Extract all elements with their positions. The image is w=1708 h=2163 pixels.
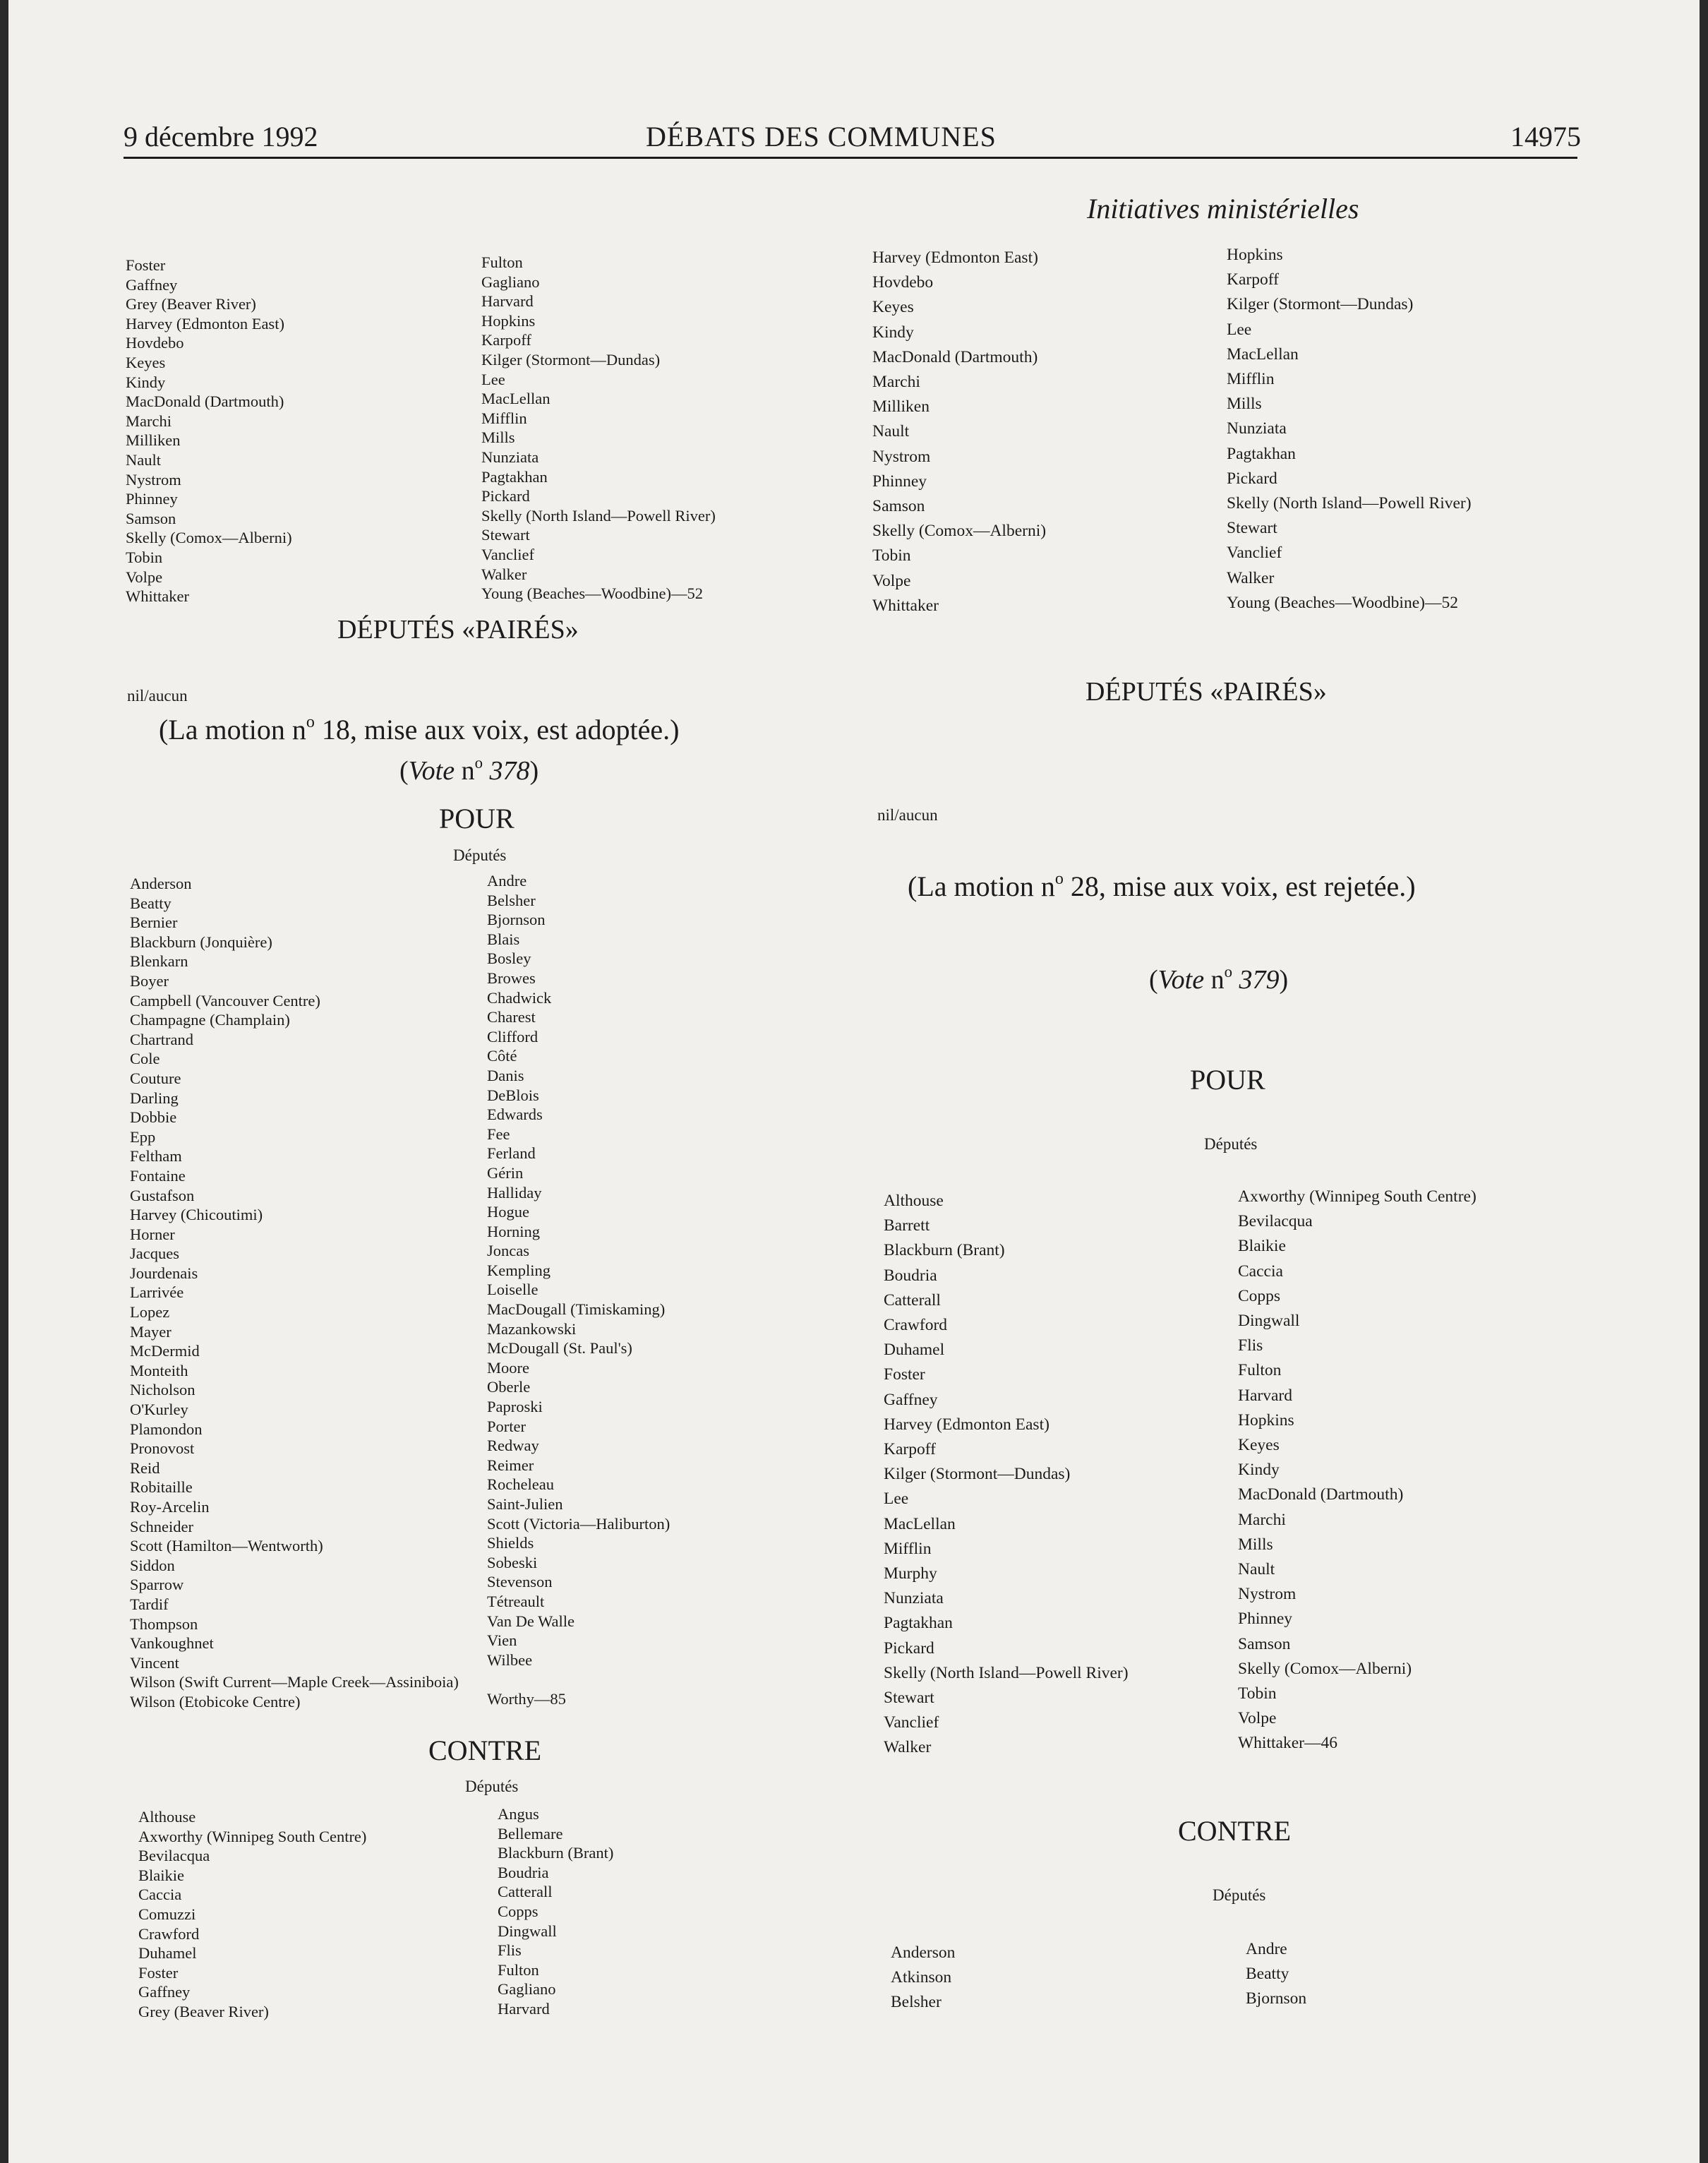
member-name: Epp <box>130 1127 156 1146</box>
right-pour-subheading: Députés <box>1204 1135 1258 1153</box>
member-name: Axworthy (Winnipeg South Centre) <box>138 1827 367 1845</box>
member-name: DeBlois <box>487 1086 539 1104</box>
member-name: Bjornson <box>1246 1989 1307 2008</box>
member-name: Stevenson <box>487 1573 553 1591</box>
left-pour-col1 <box>130 874 459 1712</box>
right-motion-sup: o <box>1054 870 1064 889</box>
member-name: Belsher <box>487 891 536 909</box>
left-top-names-col1 <box>126 256 292 606</box>
member-name: Catterall <box>884 1290 941 1310</box>
member-name: Blaikie <box>1238 1237 1286 1256</box>
member-name: Siddon <box>130 1556 175 1574</box>
member-name: Walker <box>1227 568 1275 587</box>
header-rule <box>124 157 1577 159</box>
left-vote-close: ) <box>529 756 539 786</box>
member-name: Vanclief <box>481 545 534 563</box>
member-name: Copps <box>1238 1286 1281 1305</box>
member-name: Kindy <box>872 323 914 342</box>
member-name: Hogue <box>487 1203 529 1221</box>
right-contre-col2 <box>1246 1937 1306 2012</box>
header-title: DÉBATS DES COMMUNES <box>646 121 997 152</box>
left-motion-suffix: 18, mise aux voix, est adoptée.) <box>314 714 680 745</box>
member-name: Kilger (Stormont—Dundas) <box>481 350 661 369</box>
member-name: Duhamel <box>138 1944 197 1963</box>
member-name: Van De Walle <box>487 1612 575 1630</box>
member-name: Halliday <box>487 1183 542 1202</box>
member-name: Althouse <box>884 1192 944 1210</box>
right-vote-close: ) <box>1279 965 1289 995</box>
scan-edge-left <box>0 0 8 2163</box>
member-name: Nunziata <box>1227 419 1287 438</box>
member-name: Joncas <box>487 1242 529 1260</box>
member-name: Loiselle <box>487 1281 539 1299</box>
member-name: Vankoughnet <box>130 1634 214 1653</box>
member-name: Fulton <box>1238 1361 1282 1380</box>
left-vote-open: ( <box>399 756 409 786</box>
member-name: MacLellan <box>481 390 551 408</box>
member-name: MacDonald (Dartmouth) <box>126 393 284 411</box>
member-name: Paproski <box>487 1398 543 1416</box>
member-name: Edwards <box>487 1106 543 1124</box>
member-name: Darling <box>130 1089 179 1107</box>
member-name: Keyes <box>872 298 914 317</box>
member-name: Tétreault <box>487 1592 545 1610</box>
member-name: Andre <box>487 872 527 889</box>
right-pour-heading: POUR <box>1190 1064 1265 1096</box>
member-name: Horner <box>130 1225 175 1243</box>
left-motion-result <box>159 713 679 746</box>
right-vote-mid: n <box>1204 965 1225 995</box>
left-motion-sup: o <box>306 713 315 732</box>
member-name: Pagtakhan <box>481 467 548 486</box>
member-name: Blenkarn <box>130 952 188 971</box>
member-name: Gagliano <box>498 1980 556 1999</box>
member-name: Samson <box>1238 1634 1291 1653</box>
right-top-names-col1 <box>872 246 1046 618</box>
member-name: Nunziata <box>481 448 539 466</box>
member-name: Blaikie <box>138 1866 184 1884</box>
member-name: Harvard <box>1238 1386 1292 1405</box>
member-name: MacDougall (Timiskaming) <box>487 1300 666 1319</box>
right-vote-number <box>1149 964 1288 995</box>
member-name: Plamondon <box>130 1420 203 1438</box>
member-name: Gérin <box>487 1163 524 1182</box>
member-name: Barrett <box>884 1216 930 1235</box>
member-name: Mifflin <box>1227 370 1275 389</box>
member-name: Shields <box>487 1534 534 1552</box>
member-name: Lee <box>1227 320 1252 339</box>
member-name: Clifford <box>487 1027 539 1045</box>
left-paired-heading: DÉPUTÉS «PAIRÉS» <box>337 615 579 645</box>
member-name: Mills <box>1238 1535 1273 1554</box>
member-name: Atkinson <box>891 1968 952 1987</box>
right-vote-label: Vote <box>1157 965 1205 995</box>
member-name: Bosley <box>487 949 531 968</box>
right-top-names-col2 <box>1227 243 1472 616</box>
member-name: Gaffney <box>138 1983 191 2001</box>
right-pour-col2 <box>1238 1185 1477 1756</box>
member-name: Belsher <box>891 1993 942 2012</box>
member-name: Crawford <box>138 1924 200 1943</box>
member-name: Volpe <box>126 568 163 586</box>
member-name: Tobin <box>872 546 911 565</box>
member-name: Axworthy (Winnipeg South Centre) <box>1238 1187 1477 1206</box>
member-name: Whittaker <box>126 587 189 606</box>
left-motion-prefix: (La motion n <box>159 714 306 745</box>
member-name: Pagtakhan <box>1227 444 1296 463</box>
member-name: Young (Beaches—Woodbine)—52 <box>1227 593 1458 612</box>
member-name: Caccia <box>138 1886 182 1904</box>
member-name: Reimer <box>487 1456 534 1474</box>
member-name: Boyer <box>130 971 169 990</box>
member-name: Sobeski <box>487 1553 538 1571</box>
member-name: Fontaine <box>130 1166 186 1185</box>
member-name: Nunziata <box>884 1589 944 1608</box>
member-name: Harvey (Edmonton East) <box>126 314 284 332</box>
right-contre-heading: CONTRE <box>1178 1815 1291 1847</box>
member-name: Foster <box>126 256 166 274</box>
member-name: Hopkins <box>1238 1410 1294 1430</box>
member-name: Gagliano <box>481 272 540 291</box>
member-name: Bjornson <box>487 911 546 929</box>
member-name: MacLellan <box>1227 344 1299 364</box>
member-name: Mayer <box>130 1322 172 1341</box>
member-name: Oberle <box>487 1378 531 1396</box>
member-name: Skelly (Comox—Alberni) <box>126 529 292 547</box>
member-name: Porter <box>487 1417 526 1435</box>
right-motion-suffix: 28, mise aux voix, est rejetée.) <box>1063 870 1416 902</box>
left-pour-heading: POUR <box>439 803 515 834</box>
member-name: Gaffney <box>126 275 178 294</box>
member-name: Browes <box>487 969 536 987</box>
member-name: Tobin <box>126 548 163 566</box>
member-name: Mifflin <box>481 409 527 427</box>
member-name: Mills <box>1227 395 1262 414</box>
member-name: Harvey (Chicoutimi) <box>130 1206 263 1224</box>
member-name: Grey (Beaver River) <box>138 2002 269 2020</box>
member-name: Blackburn (Jonquière) <box>130 933 272 951</box>
member-name: Nault <box>1238 1560 1275 1579</box>
member-name: Comuzzi <box>138 1905 196 1923</box>
member-name: Chadwick <box>487 988 552 1007</box>
member-name: Harvard <box>481 292 534 311</box>
member-name: Karpoff <box>481 331 531 349</box>
member-name: Pickard <box>1227 469 1277 488</box>
member-name: MacLellan <box>884 1514 956 1533</box>
member-name: McDougall (St. Paul's) <box>487 1339 632 1358</box>
member-name: Lee <box>884 1490 909 1509</box>
left-contre-col2 <box>498 1804 613 2019</box>
member-name: Sparrow <box>130 1576 184 1594</box>
left-contre-col1 <box>138 1807 366 2022</box>
member-name: Chartrand <box>130 1030 193 1048</box>
member-name: Roy-Arcelin <box>130 1498 210 1516</box>
member-name: Schneider <box>130 1517 193 1535</box>
member-name: Lee <box>481 370 505 388</box>
member-name: Wilson (Etobicoke Centre) <box>130 1692 301 1710</box>
member-name: Boudria <box>498 1863 549 1881</box>
member-name: Rocheleau <box>487 1475 554 1494</box>
left-vote-mid: n <box>455 756 475 786</box>
member-name: Beatty <box>130 894 172 912</box>
member-name: Nystrom <box>126 470 181 489</box>
header-page-number: 14975 <box>1510 121 1581 152</box>
member-name: Charest <box>487 1008 536 1026</box>
member-name: Marchi <box>126 412 172 430</box>
member-name: Kilger (Stormont—Dundas) <box>1227 295 1414 314</box>
member-name: Grey (Beaver River) <box>126 295 256 313</box>
member-name: Samson <box>126 509 176 527</box>
member-name: Flis <box>1238 1336 1263 1355</box>
left-nil: nil/aucun <box>127 687 188 705</box>
member-name: Karpoff <box>1227 270 1279 289</box>
member-name: Althouse <box>138 1808 196 1826</box>
member-name: Marchi <box>1238 1510 1286 1529</box>
member-name: Keyes <box>126 353 166 371</box>
member-name: Jourdenais <box>130 1264 198 1282</box>
member-name: Wilson (Swift Current—Maple Creek—Assiniboia) <box>130 1673 459 1691</box>
member-name: Samson <box>872 497 925 516</box>
member-name: Vanclief <box>1227 544 1282 563</box>
member-name: Skelly (North Island—Powell River) <box>884 1663 1129 1682</box>
member-name: Angus <box>498 1805 539 1823</box>
member-name: Gustafson <box>130 1186 195 1204</box>
member-name: Feltham <box>130 1147 182 1166</box>
right-contre-col1 <box>891 1941 955 2015</box>
member-name: Bevilacqua <box>138 1847 210 1865</box>
member-name: Tobin <box>1238 1684 1277 1703</box>
member-name: Campbell (Vancouver Centre) <box>130 991 320 1009</box>
member-name: Phinney <box>1238 1610 1293 1629</box>
member-name: Nystrom <box>1238 1585 1297 1604</box>
member-name: Milliken <box>126 431 181 450</box>
member-name: Skelly (North Island—Powell River) <box>1227 494 1472 513</box>
member-name: Saint-Julien <box>487 1495 563 1513</box>
member-name: Nicholson <box>130 1381 196 1399</box>
member-name: Bernier <box>130 913 178 932</box>
member-name: Anderson <box>130 875 192 892</box>
member-name: Hovdebo <box>872 273 934 292</box>
member-name: Pickard <box>884 1638 934 1658</box>
member-name: Boudria <box>884 1266 937 1285</box>
member-name: Dingwall <box>1238 1312 1300 1331</box>
member-name: Thompson <box>130 1614 198 1633</box>
member-name: MacDonald (Dartmouth) <box>1238 1485 1404 1504</box>
member-name: Phinney <box>872 472 927 491</box>
right-motion-prefix: (La motion n <box>908 870 1055 902</box>
member-name: Larrivée <box>130 1283 184 1302</box>
member-name: Fee <box>487 1125 510 1143</box>
member-name: Harvey (Edmonton East) <box>884 1415 1050 1434</box>
member-name: Whittaker <box>872 596 939 615</box>
member-name: Caccia <box>1238 1262 1283 1281</box>
member-name: Dobbie <box>130 1108 177 1127</box>
member-name: Mills <box>481 429 515 447</box>
member-name: Robitaille <box>130 1478 193 1497</box>
member-name: Bellemare <box>498 1824 563 1843</box>
member-name: Beatty <box>1246 1965 1289 1984</box>
member-name: Scott (Hamilton—Wentworth) <box>130 1537 323 1555</box>
member-name: Horning <box>487 1222 540 1240</box>
member-name: Scott (Victoria—Haliburton) <box>487 1514 670 1533</box>
member-name: Cole <box>130 1050 160 1068</box>
member-name: Blais <box>487 930 520 948</box>
member-name: Stewart <box>884 1689 934 1708</box>
member-name: Mifflin <box>884 1539 932 1558</box>
member-name: Wilbee <box>487 1650 533 1669</box>
left-vote-label: Vote <box>408 756 455 786</box>
member-name: Ferland <box>487 1144 536 1163</box>
member-name: Nault <box>126 450 161 469</box>
member-name <box>487 1670 670 1689</box>
member-name: Pickard <box>481 487 530 505</box>
member-name: Kindy <box>1238 1461 1280 1480</box>
right-vote-num: 379 <box>1232 965 1280 995</box>
left-vote-number <box>399 755 539 786</box>
scan-edge-right <box>1700 0 1708 2163</box>
member-name: Foster <box>884 1365 925 1384</box>
member-name: Gaffney <box>884 1390 938 1409</box>
member-name: O'Kurley <box>130 1401 188 1419</box>
member-name: Stewart <box>1227 519 1277 538</box>
left-top-names-col2 <box>481 253 716 604</box>
member-name: Nault <box>872 422 910 441</box>
member-name: Kindy <box>126 373 166 391</box>
member-name: Pagtakhan <box>884 1614 953 1633</box>
member-name: Volpe <box>1238 1709 1277 1728</box>
member-name: Duhamel <box>884 1341 945 1360</box>
member-name: Karpoff <box>884 1440 936 1459</box>
member-name: Mazankowski <box>487 1319 577 1338</box>
member-name: Kilger (Stormont—Dundas) <box>884 1465 1071 1484</box>
member-name: Foster <box>138 1963 179 1982</box>
member-name: Andre <box>1246 1940 1287 1958</box>
member-name: Skelly (North Island—Powell River) <box>481 506 716 525</box>
member-name: Nystrom <box>872 447 931 466</box>
member-name: Côté <box>487 1047 517 1065</box>
member-name: Blackburn (Brant) <box>498 1844 614 1862</box>
member-name: Harvey (Edmonton East) <box>872 248 1038 267</box>
member-name: Vien <box>487 1631 517 1650</box>
member-name: Moore <box>487 1358 529 1377</box>
member-name: Bevilacqua <box>1238 1212 1313 1231</box>
left-contre-subheading: Députés <box>465 1778 519 1795</box>
member-name: Lopez <box>130 1303 170 1322</box>
member-name: Skelly (Comox—Alberni) <box>872 522 1047 541</box>
right-vote-open: ( <box>1149 965 1158 995</box>
member-name: Volpe <box>872 571 911 590</box>
member-name: Keyes <box>1238 1436 1280 1455</box>
member-name: Hopkins <box>481 311 536 330</box>
member-name: Hopkins <box>1227 246 1283 264</box>
member-name: Murphy <box>884 1564 937 1583</box>
member-name: Kempling <box>487 1261 551 1279</box>
member-name: Vanclief <box>884 1713 939 1732</box>
left-pour-col2 <box>487 871 670 1709</box>
member-name: Jacques <box>130 1245 179 1263</box>
member-name: Dingwall <box>498 1922 557 1940</box>
member-name: Champagne (Champlain) <box>130 1011 290 1029</box>
member-name: Stewart <box>481 526 530 544</box>
member-name: Harvard <box>498 1999 550 2018</box>
member-name: Redway <box>487 1437 539 1455</box>
member-name: Couture <box>130 1069 181 1087</box>
member-name: Monteith <box>130 1361 188 1379</box>
member-name: Skelly (Comox—Alberni) <box>1238 1659 1412 1678</box>
left-vote-num: 378 <box>483 756 530 786</box>
member-name: Marchi <box>872 373 920 392</box>
header-date: 9 décembre 1992 <box>124 121 318 152</box>
right-paired-heading: DÉPUTÉS «PAIRÉS» <box>1085 677 1327 707</box>
member-name: Pronovost <box>130 1439 195 1458</box>
member-name: Young (Beaches—Woodbine)—52 <box>481 585 703 603</box>
right-motion-result <box>908 870 1416 903</box>
right-vote-sup: o <box>1224 963 1232 981</box>
member-name: Tardif <box>130 1595 169 1613</box>
right-pour-col1 <box>884 1189 1129 1761</box>
member-name: Blackburn (Brant) <box>884 1241 1005 1260</box>
left-contre-heading: CONTRE <box>428 1734 541 1766</box>
member-name: Whittaker—46 <box>1238 1734 1337 1753</box>
member-name: Anderson <box>891 1943 956 1962</box>
member-name: Fulton <box>481 253 523 271</box>
left-pour-subheading: Députés <box>453 846 507 864</box>
right-nil: nil/aucun <box>877 806 938 824</box>
member-name: Walker <box>884 1738 932 1757</box>
member-name: McDermid <box>130 1342 200 1360</box>
member-name: Danis <box>487 1066 524 1084</box>
member-name: Worthy—85 <box>487 1689 566 1708</box>
member-name: Crawford <box>884 1316 948 1335</box>
member-name: Walker <box>481 565 527 583</box>
right-contre-subheading: Députés <box>1213 1886 1266 1904</box>
member-name: Fulton <box>498 1960 539 1979</box>
member-name: Catterall <box>498 1883 553 1901</box>
member-name: Milliken <box>872 397 930 417</box>
member-name: Phinney <box>126 490 178 508</box>
member-name: MacDonald (Dartmouth) <box>872 347 1038 366</box>
member-name: Flis <box>498 1941 522 1960</box>
member-name: Reid <box>130 1458 160 1477</box>
member-name: Vincent <box>130 1653 179 1672</box>
member-name: Copps <box>498 1902 539 1920</box>
member-name: Hovdebo <box>126 334 184 352</box>
running-head: Initiatives ministérielles <box>1087 193 1359 224</box>
left-vote-sup: o <box>474 754 483 772</box>
